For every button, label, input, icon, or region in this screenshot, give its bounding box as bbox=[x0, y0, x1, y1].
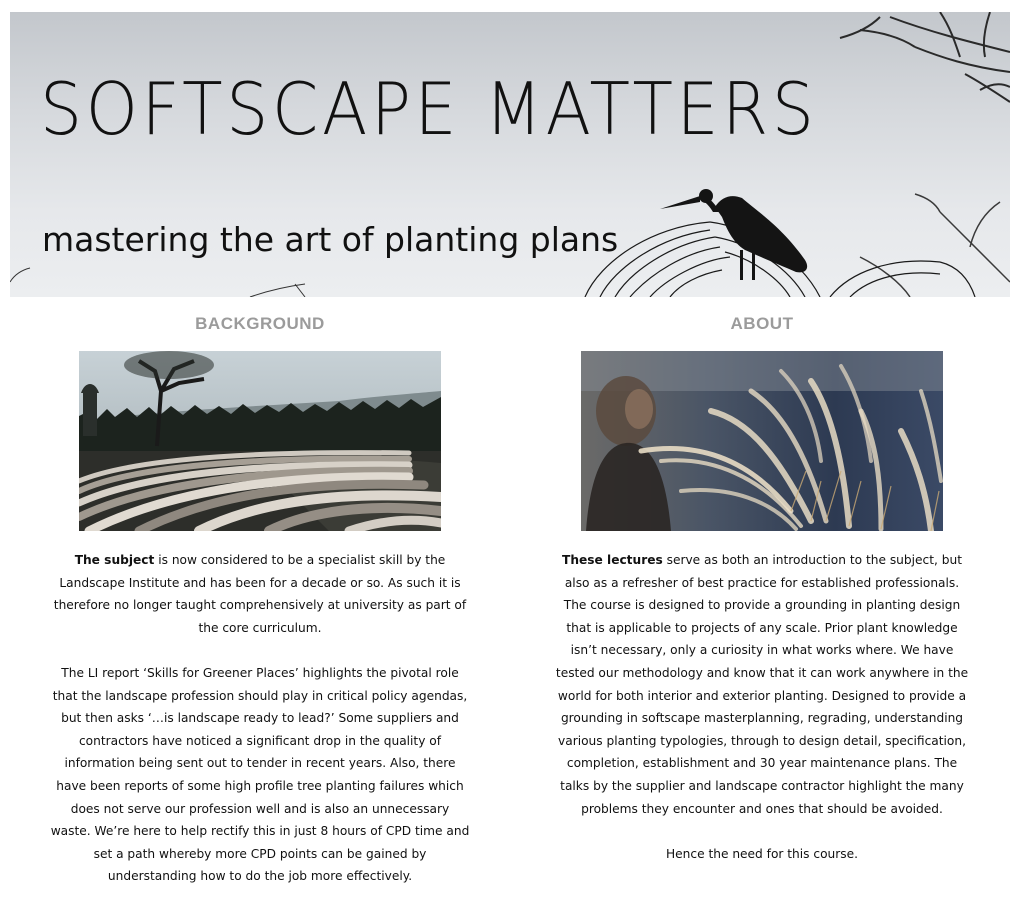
background-paragraph-2: The LI report ‘Skills for Greener Places’ highlights the pivotal role that the landscape profession should play in critical policy agendas, but then asks ‘…is landscape ready to lead?’ Some suppliers and contractors have noticed a significant drop in the quality of information being sent out to tender in recent years. Also, there have been reports of some high profile tree planting failures which does not serve our profession well and is also an unnecessary waste. We’re here to help rectify this in just 8 hours of CPD time and set a path whereby more CPD points can be gained by understanding how to do the job more effectively. bbox=[50, 665, 470, 884]
site-title: SOFTSCAPE MATTERS bbox=[40, 67, 818, 151]
about-paragraph-1-body: serve as both an introduction to the subject, but also as a refresher of best practice for established professionals. The course is designed to provide a grounding in planting design that is applicable to projects of any scale. Prior plant knowledge isn’t necessary, only a curiosity in what works where. We have tested our methodology and know that it can work anywhere in the world for both interior and exterior planting. Designed to provide a grounding in softscape masterplanning, regrading, understanding various planting typologies, through to design detail, specification, completion, establishment and 30 year maintenance plans. The talks by the supplier and landscape contractor highlight the many problems they encounter and ones that should be avoided. bbox=[555, 553, 969, 816]
about-photo bbox=[581, 351, 943, 531]
hero-banner bbox=[10, 12, 1010, 297]
background-text bbox=[50, 549, 470, 888]
background-lead: The subject bbox=[74, 553, 155, 567]
background-photo bbox=[79, 351, 441, 531]
background-section bbox=[50, 310, 470, 911]
about-heading: ABOUT bbox=[730, 314, 794, 333]
about-text bbox=[552, 549, 972, 865]
about-paragraph-2: Hence the need for this course. bbox=[665, 846, 859, 861]
about-lead: These lectures bbox=[562, 553, 663, 567]
about-section bbox=[552, 310, 972, 888]
background-heading: BACKGROUND bbox=[195, 314, 325, 333]
background-paragraph-1 bbox=[50, 549, 470, 639]
about-paragraph-1 bbox=[552, 549, 972, 820]
background-paragraph-1-body: is now considered to be a specialist skill by the Landscape Institute and has been for a decade or so. As such it is therefore no longer taught comprehensively at university as part of the core curriculum. bbox=[53, 553, 467, 635]
site-tagline: mastering the art of planting plans bbox=[42, 220, 619, 259]
